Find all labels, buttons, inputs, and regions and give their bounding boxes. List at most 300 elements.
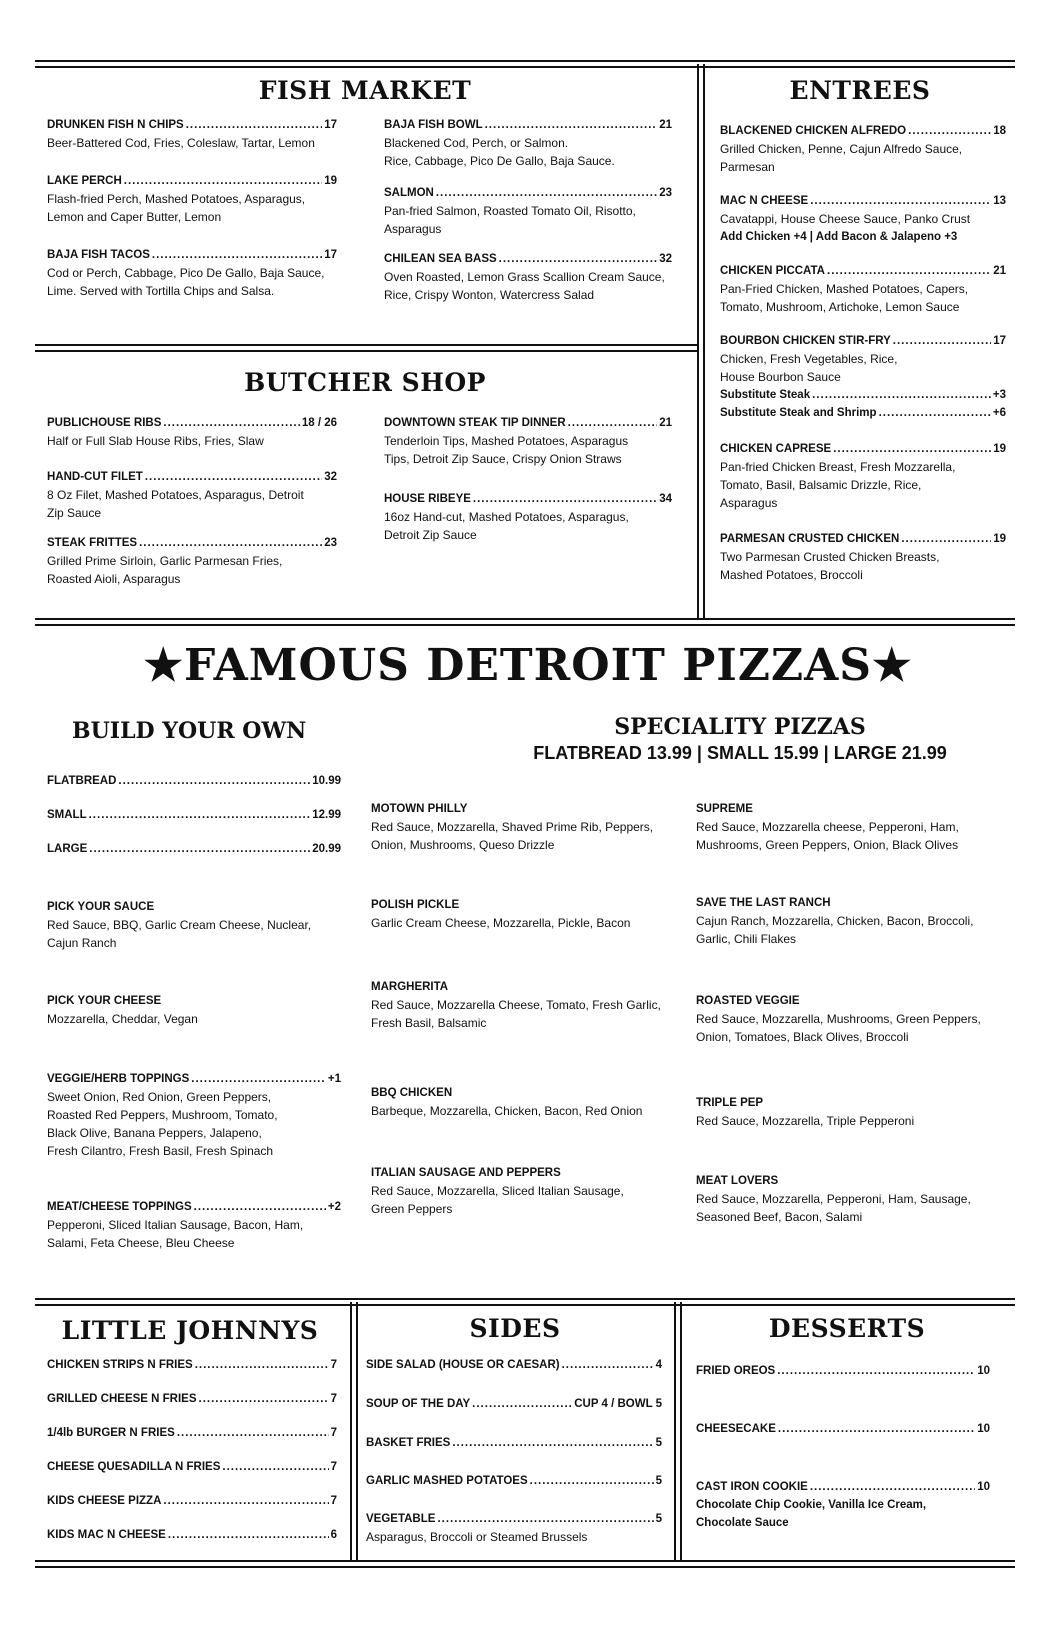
menu-item-heading xyxy=(720,262,1006,280)
dot-leader xyxy=(436,184,657,202)
menu-item-name: ROASTED VEGGIE xyxy=(696,995,800,1007)
menu-item-name: DOWNTOWN STEAK TIP DINNER xyxy=(384,417,566,429)
menu-item-name: SAVE THE LAST RANCH xyxy=(696,897,831,909)
speciality-prices: FLATBREAD 13.99 | SMALL 15.99 | LARGE 21.99 xyxy=(533,743,947,763)
menu-item-description: Tomato, Basil, Balsamic Drizzle, Rice, xyxy=(720,478,922,492)
menu-item-name: MEAT/CHEESE TOPPINGS xyxy=(47,1201,192,1213)
menu-item xyxy=(47,468,337,522)
menu-item-heading xyxy=(47,992,341,1010)
menu-item-heading xyxy=(720,192,1006,210)
menu-item-price: +1 xyxy=(327,1073,341,1085)
menu-item-price: 34 xyxy=(659,493,672,505)
menu-item xyxy=(371,1084,671,1120)
menu-item-name: PUBLICHOUSE RIBS xyxy=(47,417,162,429)
menu-item-name: SMALL xyxy=(47,809,87,821)
top-section-bottom-rule xyxy=(35,618,1015,626)
menu-item-description: Tenderloin Tips, Mashed Potatoes, Asparagus xyxy=(384,434,629,448)
menu-item-description: Fresh Cilantro, Fresh Basil, Fresh Spinach xyxy=(47,1144,274,1158)
dot-leader xyxy=(145,468,322,486)
menu-item-price: +6 xyxy=(992,407,1006,419)
dot-leader xyxy=(186,116,322,134)
menu-item-name: TRIPLE PEP xyxy=(696,1097,764,1109)
menu-item-description: Red Sauce, BBQ, Garlic Cream Cheese, Nuclear, xyxy=(47,918,312,932)
menu-item-name: STEAK FRITTES xyxy=(47,537,138,549)
dot-leader xyxy=(777,1362,975,1380)
menu-item-heading xyxy=(384,414,672,432)
menu-item-description: Green Peppers xyxy=(371,1202,453,1216)
menu-item xyxy=(366,1395,662,1413)
menu-item-price: 12.99 xyxy=(312,809,341,821)
dot-leader xyxy=(893,332,991,350)
menu-item-price: 32 xyxy=(324,471,337,483)
menu-item-price: 23 xyxy=(659,187,672,199)
menu-item-price: 21 xyxy=(659,417,672,429)
menu-item-description: Detroit Zip Sauce xyxy=(384,528,477,542)
bottom-rule xyxy=(35,1560,1015,1568)
menu-item xyxy=(720,122,1006,176)
menu-item-name: BASKET FRIES xyxy=(366,1437,451,1449)
menu-item-heading xyxy=(371,800,671,818)
menu-item-name: FLATBREAD xyxy=(47,775,117,787)
entrees-title: ENTREES xyxy=(789,76,931,105)
dot-leader xyxy=(485,116,658,134)
menu-item-description: Cod or Perch, Cabbage, Pico De Gallo, Baja Sauce, xyxy=(47,266,325,280)
menu-item-description: Red Sauce, Mozzarella, Pepperoni, Ham, Sausage, xyxy=(696,1192,971,1206)
menu-item xyxy=(720,262,1006,316)
dot-leader xyxy=(452,1434,653,1452)
dot-leader xyxy=(810,192,991,210)
menu-item-description: Mashed Potatoes, Broccoli xyxy=(720,568,863,582)
menu-item-description: Red Sauce, Mozzarella, Triple Pepperoni xyxy=(696,1114,915,1128)
menu-item-name: PARMESAN CRUSTED CHICKEN xyxy=(720,533,900,545)
dot-leader xyxy=(812,386,991,404)
menu-item-heading xyxy=(47,1390,337,1408)
speciality-title: SPECIALITY PIZZAS xyxy=(614,714,866,740)
menu-item-price: 20.99 xyxy=(312,843,341,855)
menu-item-name: VEGGIE/HERB TOPPINGS xyxy=(47,1073,190,1085)
menu-item-heading xyxy=(47,468,337,486)
menu-item-heading xyxy=(47,1492,337,1510)
menu-item-name: KIDS CHEESE PIZZA xyxy=(47,1495,162,1507)
menu-item-description: Salami, Feta Cheese, Bleu Cheese xyxy=(47,1236,235,1250)
menu-item-price: 23 xyxy=(324,537,337,549)
menu-item-price: 10 xyxy=(977,1481,990,1493)
menu-item-description: Blackened Cod, Perch, or Salmon. xyxy=(384,136,569,150)
menu-item xyxy=(696,1362,990,1380)
dot-leader xyxy=(437,1510,653,1528)
menu-item xyxy=(384,414,672,468)
menu-item-name: PICK YOUR CHEESE xyxy=(47,995,162,1007)
menu-item-price: 17 xyxy=(993,335,1006,347)
menu-item-name: BBQ CHICKEN xyxy=(371,1087,453,1099)
menu-item xyxy=(47,1198,341,1252)
menu-item xyxy=(371,800,671,854)
menu-item xyxy=(371,978,671,1032)
menu-item-description: Cajun Ranch, Mozzarella, Chicken, Bacon, Broccoli, xyxy=(696,914,974,928)
menu-item-name: POLISH PICKLE xyxy=(371,899,460,911)
menu-item-name: BOURBON CHICKEN STIR-FRY xyxy=(720,335,891,347)
menu-item-name: CHEESECAKE xyxy=(696,1423,776,1435)
dot-leader xyxy=(879,404,991,422)
menu-item-heading xyxy=(696,1420,990,1438)
menu-item xyxy=(47,414,337,450)
menu-item-description: Onion, Mushrooms, Queso Drizzle xyxy=(371,838,555,852)
menu-item-price: 19 xyxy=(324,175,337,187)
menu-item-heading xyxy=(696,1362,990,1380)
menu-item-description: Zip Sauce xyxy=(47,506,102,520)
menu-item-description: Grilled Chicken, Penne, Cajun Alfredo Sauce, xyxy=(720,142,963,156)
menu-item-description: Cajun Ranch xyxy=(47,936,117,950)
menu-item-description: Cavatappi, House Cheese Sauce, Panko Crust xyxy=(720,212,971,226)
menu-item-heading xyxy=(47,172,337,190)
menu-item xyxy=(696,1094,1006,1130)
menu-item-heading xyxy=(47,414,337,432)
menu-item-heading xyxy=(47,772,341,790)
menu-item-heading xyxy=(696,894,1006,912)
menu-item-description: Roasted Red Peppers, Mushroom, Tomato, xyxy=(47,1108,278,1122)
menu-item-description: Tomato, Mushroom, Artichoke, Lemon Sauce xyxy=(720,300,960,314)
menu-item-description: Red Sauce, Mozzarella, Sliced Italian Sausage, xyxy=(371,1184,624,1198)
dot-leader xyxy=(833,440,991,458)
sides-title: SIDES xyxy=(469,1314,561,1343)
menu-item xyxy=(371,896,671,932)
menu-item-addon: Add Chicken +4 | Add Bacon & Jalapeno +3 xyxy=(720,231,958,243)
menu-item-price: 5 xyxy=(655,1475,662,1487)
menu-item-heading xyxy=(366,1472,662,1490)
menu-item-heading xyxy=(696,800,1006,818)
menu-item-description: Two Parmesan Crusted Chicken Breasts, xyxy=(720,550,940,564)
menu-item-heading xyxy=(384,184,672,202)
menu-item-description: Grilled Prime Sirloin, Garlic Parmesan Fries, xyxy=(47,554,283,568)
menu-item-description: Rice, Crispy Wonton, Watercress Salad xyxy=(384,288,595,302)
menu-item xyxy=(47,172,337,226)
menu-item-heading xyxy=(384,490,672,508)
menu-item-price: 32 xyxy=(659,253,672,265)
menu-item xyxy=(47,116,337,152)
menu-item xyxy=(47,1356,337,1374)
desserts-title: DESSERTS xyxy=(768,1314,926,1343)
menu-item-name: MOTOWN PHILLY xyxy=(371,803,468,815)
menu-item xyxy=(696,1420,990,1438)
menu-item-heading xyxy=(47,806,341,824)
menu-item-description: Beer-Battered Cod, Fries, Coleslaw, Tartar, Lemon xyxy=(47,136,315,150)
menu-item-description: Mushrooms, Green Peppers, Onion, Black Olives xyxy=(696,838,959,852)
dot-leader xyxy=(152,246,322,264)
menu-item-name: CHEESE QUESADILLA N FRIES xyxy=(47,1461,221,1473)
menu-item-heading xyxy=(47,534,337,552)
menu-item-heading xyxy=(696,992,1006,1010)
menu-item-name: Substitute Steak xyxy=(720,389,811,401)
menu-item xyxy=(384,250,672,304)
menu-item-description: 16oz Hand-cut, Mashed Potatoes, Asparagus, xyxy=(384,510,629,524)
menu-item-price: 6 xyxy=(330,1529,337,1541)
dot-leader xyxy=(195,1356,329,1374)
menu-item-heading xyxy=(47,246,337,264)
menu-item-price: 21 xyxy=(659,119,672,131)
menu-item xyxy=(47,246,337,300)
menu-item-name: MAC N CHEESE xyxy=(720,195,809,207)
fish-entree-divider xyxy=(697,64,705,618)
menu-item-heading xyxy=(371,978,671,996)
menu-item-description: Lemon and Caper Butter, Lemon xyxy=(47,210,222,224)
menu-item-description: Sweet Onion, Red Onion, Green Peppers, xyxy=(47,1090,272,1104)
bottom-section-top-rule xyxy=(35,1298,1015,1306)
menu-item-price: 7 xyxy=(330,1427,337,1439)
menu-item-price: 18 / 26 xyxy=(301,417,337,429)
fish-market-title: FISH MARKET xyxy=(258,76,472,105)
menu-item-name: SIDE SALAD (HOUSE OR CAESAR) xyxy=(366,1359,560,1371)
menu-item-price: CUP 4 / BOWL 5 xyxy=(574,1398,662,1410)
dot-leader xyxy=(89,806,311,824)
menu-item-price: 13 xyxy=(993,195,1006,207)
menu-item-heading xyxy=(366,1510,662,1528)
menu-item xyxy=(720,332,1006,386)
menu-item-name: GRILLED CHEESE N FRIES xyxy=(47,1393,197,1405)
menu-item-name: KIDS MAC N CHEESE xyxy=(47,1529,166,1541)
menu-item-heading xyxy=(47,1458,337,1476)
menu-item-name: CHILEAN SEA BASS xyxy=(384,253,497,265)
menu-item-price: 5 xyxy=(655,1513,662,1525)
menu-item-description: Onion, Tomatoes, Black Olives, Broccoli xyxy=(696,1030,909,1044)
dot-leader xyxy=(199,1390,329,1408)
menu-item-description: House Bourbon Sauce xyxy=(720,370,841,384)
dot-leader xyxy=(568,414,658,432)
menu-item-price: 7 xyxy=(330,1359,337,1371)
menu-item-heading xyxy=(720,530,1006,548)
menu-item-price: 19 xyxy=(993,443,1006,455)
dot-leader xyxy=(177,1424,329,1442)
menu-item xyxy=(720,192,1006,246)
menu-item-heading xyxy=(371,1084,671,1102)
menu-item-heading xyxy=(720,440,1006,458)
menu-item-description: Pepperoni, Sliced Italian Sausage, Bacon, Ham, xyxy=(47,1218,304,1232)
menu-item-description: Chocolate Sauce xyxy=(696,1517,789,1529)
menu-item xyxy=(47,1458,337,1476)
menu-item-description: Red Sauce, Mozzarella Cheese, Tomato, Fresh Garlic, xyxy=(371,998,661,1012)
menu-item-description: 8 Oz Filet, Mashed Potatoes, Asparagus, Detroit xyxy=(47,488,304,502)
fish-butcher-rule xyxy=(35,344,697,352)
menu-item-heading xyxy=(371,1164,671,1182)
menu-item-description: Half or Full Slab House Ribs, Fries, Slaw xyxy=(47,434,264,448)
menu-item-description: Rice, Cabbage, Pico De Gallo, Baja Sauce. xyxy=(384,154,615,168)
menu-item-price: 21 xyxy=(993,265,1006,277)
menu-item-name: BAJA FISH TACOS xyxy=(47,249,150,261)
dot-leader xyxy=(908,122,991,140)
menu-item-description: Garlic, Chili Flakes xyxy=(696,932,797,946)
menu-item xyxy=(696,992,1006,1046)
menu-item-heading xyxy=(720,332,1006,350)
menu-item-description: Fresh Basil, Balsamic xyxy=(371,1016,487,1030)
dot-leader xyxy=(163,414,299,432)
menu-item-heading xyxy=(720,404,1006,422)
menu-item-name: DRUNKEN FISH N CHIPS xyxy=(47,119,184,131)
menu-item-heading xyxy=(720,386,1006,404)
menu-item-name: LAKE PERCH xyxy=(47,175,122,187)
menu-item-description: Parmesan xyxy=(720,160,775,174)
menu-item-description: Lime. Served with Tortilla Chips and Salsa. xyxy=(47,284,275,298)
menu-item-heading xyxy=(696,1172,1006,1190)
menu-item-description: Tips, Detroit Zip Sauce, Crispy Onion Straws xyxy=(384,452,622,466)
menu-item xyxy=(47,992,341,1028)
menu-item-price: 10.99 xyxy=(312,775,341,787)
dot-leader xyxy=(194,1198,326,1216)
menu-item xyxy=(47,898,341,952)
menu-item-description: Red Sauce, Mozzarella, Shaved Prime Rib, Peppers, xyxy=(371,820,654,834)
menu-item-heading xyxy=(366,1434,662,1452)
menu-item xyxy=(384,184,672,238)
menu-item-price: 5 xyxy=(655,1437,662,1449)
sides-desserts-divider xyxy=(674,1302,682,1560)
menu-item-description: Red Sauce, Mozzarella, Mushrooms, Green Peppers, xyxy=(696,1012,981,1026)
menu-item-heading xyxy=(47,1424,337,1442)
menu-item-description: Asparagus, Broccoli or Steamed Brussels xyxy=(366,1530,588,1544)
menu-item-heading xyxy=(47,1356,337,1374)
menu-item-price: 18 xyxy=(993,125,1006,137)
menu-item-heading xyxy=(384,250,672,268)
menu-item-name: Substitute Steak and Shrimp xyxy=(720,407,877,419)
menu-item-description: Oven Roasted, Lemon Grass Scallion Cream Sauce, xyxy=(384,270,665,284)
dot-leader xyxy=(139,534,322,552)
menu-item-name: SALMON xyxy=(384,187,434,199)
menu-item-description: Red Sauce, Mozzarella cheese, Pepperoni, Ham, xyxy=(696,820,959,834)
menu-item-heading xyxy=(47,840,341,858)
dot-leader xyxy=(530,1472,654,1490)
menu-item xyxy=(47,1390,337,1408)
menu-item-name: FRIED OREOS xyxy=(696,1365,776,1377)
menu-item-name: ITALIAN SAUSAGE AND PEPPERS xyxy=(371,1167,561,1179)
menu-item-name: CHICKEN CAPRESE xyxy=(720,443,832,455)
dot-leader xyxy=(118,772,310,790)
dot-leader xyxy=(810,1478,975,1496)
menu-item xyxy=(47,840,341,858)
menu-item-price: 17 xyxy=(324,119,337,131)
dot-leader xyxy=(778,1420,975,1438)
menu-item xyxy=(47,1424,337,1442)
menu-item-name: CAST IRON COOKIE xyxy=(696,1481,808,1493)
menu-item-heading xyxy=(47,1070,341,1088)
dot-leader xyxy=(472,1395,572,1413)
menu-item-description: Chocolate Chip Cookie, Vanilla Ice Cream, xyxy=(696,1499,927,1511)
dot-leader xyxy=(168,1526,329,1544)
menu-item xyxy=(47,772,341,790)
dot-leader xyxy=(222,1458,328,1476)
menu-item xyxy=(366,1472,662,1490)
menu-item-name: PICK YOUR SAUCE xyxy=(47,901,155,913)
dot-leader xyxy=(163,1492,328,1510)
menu-item xyxy=(47,1070,341,1160)
menu-item-heading xyxy=(47,898,341,916)
menu-item-heading xyxy=(371,896,671,914)
menu-item-description: Roasted Aioli, Asparagus xyxy=(47,572,181,586)
menu-item-name: CHICKEN STRIPS N FRIES xyxy=(47,1359,193,1371)
menu-item-description: Black Olive, Banana Peppers, Jalapeno, xyxy=(47,1126,262,1140)
menu-item-name: HOUSE RIBEYE xyxy=(384,493,471,505)
menu-item-heading xyxy=(47,1198,341,1216)
menu-item-name: LARGE xyxy=(47,843,88,855)
menu-item-description: Garlic Cream Cheese, Mozzarella, Pickle, Bacon xyxy=(371,916,631,930)
menu-item-name: MEAT LOVERS xyxy=(696,1175,779,1187)
menu-item-heading xyxy=(366,1395,662,1413)
menu-item-name: VEGETABLE xyxy=(366,1513,436,1525)
menu-item-price: 7 xyxy=(330,1393,337,1405)
menu-item xyxy=(366,1510,662,1546)
menu-item-description: Seasoned Beef, Bacon, Salami xyxy=(696,1210,863,1224)
menu-item-name: BLACKENED CHICKEN ALFREDO xyxy=(720,125,907,137)
menu-item xyxy=(384,116,672,170)
menu-item-price: 10 xyxy=(977,1423,990,1435)
menu-item-name: 1/4lb BURGER N FRIES xyxy=(47,1427,175,1439)
menu-item-name: MARGHERITA xyxy=(371,981,449,993)
menu-item-description: Asparagus xyxy=(720,496,778,510)
menu-item-heading xyxy=(384,116,672,134)
menu-item-heading xyxy=(366,1356,662,1374)
menu-item xyxy=(696,800,1006,854)
menu-item-price: 10 xyxy=(977,1365,990,1377)
menu-item-name: CHICKEN PICCATA xyxy=(720,265,825,277)
menu-item xyxy=(384,490,672,544)
menu-item-name: HAND-CUT FILET xyxy=(47,471,143,483)
menu-item-description: Pan-fried Salmon, Roasted Tomato Oil, Risotto, xyxy=(384,204,636,218)
menu-item-description: Asparagus xyxy=(384,222,442,236)
menu-item xyxy=(366,1434,662,1452)
menu-item-name: SOUP OF THE DAY xyxy=(366,1398,471,1410)
menu-item xyxy=(47,534,337,588)
butcher-shop-title: BUTCHER SHOP xyxy=(244,368,486,397)
little-johnnys-title: LITTLE JOHNNYS xyxy=(61,1316,319,1345)
menu-item xyxy=(47,1526,337,1544)
menu-item-description: Flash-fried Perch, Mashed Potatoes, Asparagus, xyxy=(47,192,306,206)
build-your-own-title: BUILD YOUR OWN xyxy=(72,718,307,744)
menu-item-name: GARLIC MASHED POTATOES xyxy=(366,1475,528,1487)
johnnys-sides-divider xyxy=(350,1302,358,1560)
menu-item-heading xyxy=(720,122,1006,140)
menu-item xyxy=(696,894,1006,948)
menu-item-description: Chicken, Fresh Vegetables, Rice, xyxy=(720,352,898,366)
menu-item-description: Pan-Fried Chicken, Mashed Potatoes, Capers, xyxy=(720,282,969,296)
menu-item-price: 7 xyxy=(330,1495,337,1507)
menu-item-name: BAJA FISH BOWL xyxy=(384,119,483,131)
menu-item xyxy=(696,1478,990,1532)
menu-item-price: +3 xyxy=(992,389,1006,401)
dot-leader xyxy=(827,262,991,280)
dot-leader xyxy=(191,1070,326,1088)
menu-item-description: Mozzarella, Cheddar, Vegan xyxy=(47,1012,198,1026)
menu-item xyxy=(47,1492,337,1510)
menu-item-price: 19 xyxy=(993,533,1006,545)
menu-item xyxy=(366,1356,662,1374)
menu-item-heading xyxy=(696,1478,990,1496)
menu-item-description: Pan-fried Chicken Breast, Fresh Mozzarella, xyxy=(720,460,956,474)
dot-leader xyxy=(89,840,310,858)
menu-item xyxy=(720,386,1006,404)
dot-leader xyxy=(901,530,991,548)
menu-item-description: Barbeque, Mozzarella, Chicken, Bacon, Red Onion xyxy=(371,1104,643,1118)
menu-item-price: 17 xyxy=(324,249,337,261)
menu-item-heading xyxy=(47,1526,337,1544)
dot-leader xyxy=(562,1356,654,1374)
menu-item xyxy=(720,440,1006,512)
dot-leader xyxy=(124,172,322,190)
top-rule xyxy=(35,60,1015,68)
menu-item-heading xyxy=(47,116,337,134)
menu-item xyxy=(371,1164,671,1218)
menu-item-price: 7 xyxy=(330,1461,337,1473)
menu-item xyxy=(696,1172,1006,1226)
menu-item-name: SUPREME xyxy=(696,803,753,815)
menu-item-heading xyxy=(696,1094,1006,1112)
menu-item-price: +2 xyxy=(327,1201,341,1213)
menu-item xyxy=(720,404,1006,422)
